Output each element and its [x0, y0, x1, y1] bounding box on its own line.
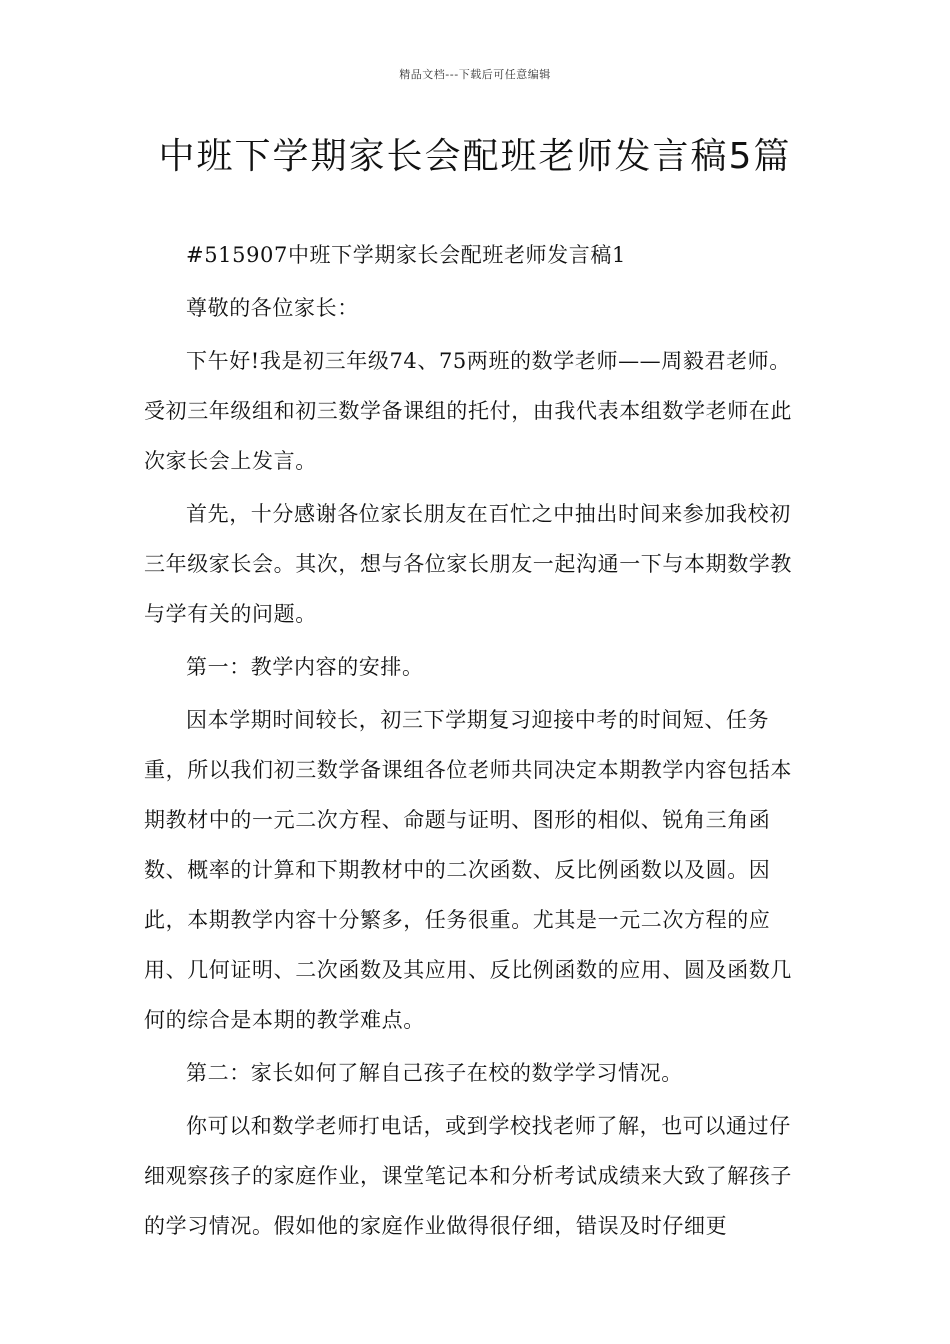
- paragraph-heading-1: #515907中班下学期家长会配班老师发言稿1: [186, 243, 626, 267]
- paragraph-parent-advice: 你可以和数学老师打电话，或到学校找老师了解，也可以通过仔细观察孩子的家庭作业，课堂笔记本和分析考试成绩来大致了解孩子的学习情况。假如他的家庭作业做得很仔细，错误及时仔细更: [144, 1114, 792, 1238]
- header-note: 精品文档---下载后可任意编辑: [399, 68, 551, 81]
- document-title: 中班下学期家长会配班老师发言稿5篇: [158, 136, 792, 177]
- paragraph-section-2: 第二：家长如何了解自己孩子在校的数学学习情况。: [186, 1061, 683, 1085]
- document-body: [144, 230, 812, 1254]
- paragraph-teaching-content: 因本学期时间较长，初三下学期复习迎接中考的时间短、任务重，所以我们初三数学备课组各位老师共同决定本期教学内容包括本期教材中的一元二次方程、命题与证明、图形的相似、锐角三角函数、概率的计算和下期教材中的二次函数、反比例函数以及圆。因此，本期教学内容十分繁多，任务很重。尤其是一元二次方程的应用、几何证明、二次函数及其应用、反比例函数的应用、圆及函数几何的综合是本期的教学难点。: [144, 708, 792, 1032]
- paragraph-introduction: 下午好!我是初三年级74、75两班的数学老师——周毅君老师。受初三年级组和初三数学备课组的托付，由我代表本组数学老师在此次家长会上发言。: [144, 349, 792, 473]
- paragraph-section-1: 第一：教学内容的安排。: [186, 655, 424, 679]
- paragraph-thanks: 首先，十分感谢各位家长朋友在百忙之中抽出时间来参加我校初三年级家长会。其次，想与各位家长朋友一起沟通一下与本期数学教与学有关的问题。: [144, 502, 792, 626]
- paragraph-salutation: 尊敬的各位家长：: [186, 296, 359, 320]
